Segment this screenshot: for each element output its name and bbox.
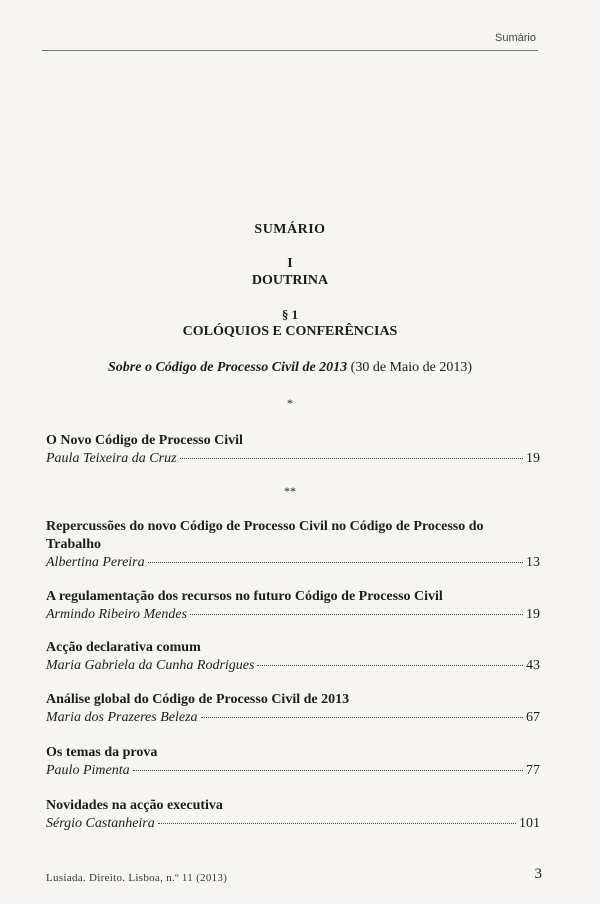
separator-double-asterisk: ** (284, 484, 296, 498)
subtitle (42, 360, 538, 376)
dot-leader (148, 562, 523, 563)
entry-title: Novidades na acção executiva (46, 798, 223, 813)
entry-author: Paula Teixeira da Cruz (46, 451, 177, 466)
entry-title: Análise global do Código de Processo Civil de 2013 (46, 692, 350, 707)
dot-leader (133, 770, 523, 771)
subtitle-date: (30 de Maio de 2013) (347, 360, 472, 375)
dot-leader (180, 458, 523, 459)
toc-entry[interactable] (46, 744, 540, 779)
entry-title: Os temas da prova (46, 745, 158, 760)
entry-page: 13 (526, 555, 540, 570)
footer-page-number: 3 (534, 866, 542, 882)
part-title: DOUTRINA (251, 273, 329, 288)
toc-entry[interactable] (46, 797, 540, 832)
entry-title: A regulamentação dos recursos no futuro Código de Processo Civil (46, 589, 443, 604)
entry-page: 101 (519, 816, 540, 831)
entry-author: Albertina Pereira (46, 555, 145, 570)
section-number: § 1 (281, 307, 299, 322)
footer-journal: Lusíada. Direito. Lisboa, n.º 11 (2013) (46, 872, 228, 884)
toc-entry[interactable] (46, 588, 540, 623)
entry-title: Repercussões do novo Código de Processo Civil no Código de Processo do Trabalho (46, 519, 484, 552)
entry-page: 19 (526, 607, 540, 622)
dot-leader (158, 823, 516, 824)
entry-page: 19 (526, 451, 540, 466)
part-number: I (287, 256, 293, 271)
toc-entry[interactable] (46, 639, 540, 674)
page-title: SUMÁRIO (254, 222, 326, 237)
subtitle-italic: Sobre o Código de Processo Civil de 2013 (108, 360, 348, 375)
entry-page: 67 (526, 710, 540, 725)
dot-leader (190, 614, 523, 615)
toc-entry[interactable] (46, 518, 540, 571)
entry-author: Maria Gabriela da Cunha Rodrigues (46, 658, 255, 673)
dot-leader (201, 717, 523, 718)
entry-author: Armindo Ribeiro Mendes (46, 607, 188, 622)
entry-title: Acção declarativa comum (46, 640, 201, 655)
header-rule (42, 50, 538, 51)
running-head: Sumário (495, 32, 536, 44)
entry-page: 43 (526, 658, 540, 673)
separator-single-asterisk: * (287, 396, 293, 410)
toc-entry[interactable] (46, 691, 540, 726)
entry-title: O Novo Código de Processo Civil (46, 433, 243, 448)
entry-author: Sérgio Castanheira (46, 816, 155, 831)
section-title: COLÓQUIOS E CONFERÊNCIAS (182, 324, 398, 339)
dot-leader (257, 665, 523, 666)
toc-entry[interactable] (46, 432, 540, 467)
entry-author: Paulo Pimenta (46, 763, 130, 778)
entry-page: 77 (526, 763, 540, 778)
entry-author: Maria dos Prazeres Beleza (46, 710, 198, 725)
